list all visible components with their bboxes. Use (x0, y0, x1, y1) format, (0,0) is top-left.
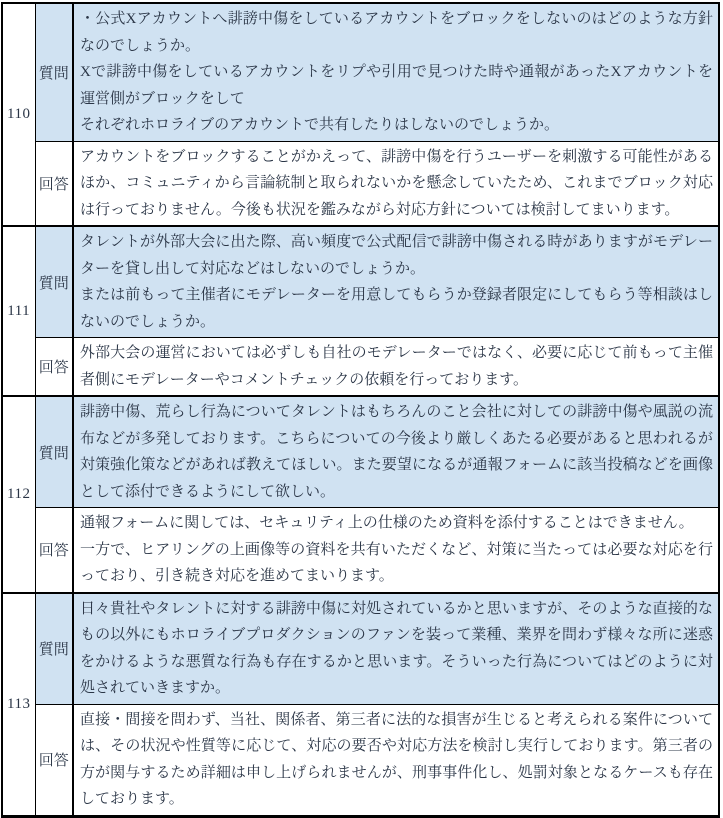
answer-label: 回答 (35, 704, 73, 816)
qa-table (1, 2, 720, 818)
qa-number: 110 (2, 3, 35, 226)
qa-number: 111 (2, 226, 35, 396)
answer-text: 直接・間接を問わず、当社、関係者、第三者に法的な損害が生じると考えられる案件については、その状況や性質等に応じて、対応の要否や対応方法を検討し実行しております。第三者の方が関与するため詳細は申し上げられませんが、刑事事件化し、処罰対象となるケースも存在しております。 (73, 704, 719, 816)
question-label: 質問 (35, 226, 73, 338)
question-label: 質問 (35, 396, 73, 508)
answer-label: 回答 (35, 338, 73, 397)
question-label: 質問 (35, 3, 73, 141)
answer-label: 回答 (35, 508, 73, 593)
question-text: ・公式Xアカウントへ誹謗中傷をしているアカウントをブロックをしないのはどのような方針なのでしょうか。 Xで誹謗中傷をしているアカウントをリプや引用で見つけた時や通報があったXアカウントを運営側がブロックをして それぞれホロライブのアカウントで共有したりはしないのでしょうか。 (73, 3, 719, 141)
question-label: 質問 (35, 593, 73, 705)
answer-row (2, 338, 719, 397)
question-text: 日々貴社やタレントに対する誹謗中傷に対処されているかと思いますが、そのような直接的なもの以外にもホロライブプロダクションのファンを装って業種、業界を問わず様々な所に迷惑をかけるような悪質な行為も存在するかと思います。そういった行為についてはどのように対処されていきますか。 (73, 593, 719, 705)
question-text: 誹謗中傷、荒らし行為についてタレントはもちろんのこと会社に対しての誹謗中傷や風説の流布などが多発しております。こちらについての今後より厳しくあたる必要があると思われるが対策強化策などがあれば教えてほしい。また要望になるが通報フォームに該当投稿などを画像として添付できるようにして欲しい。 (73, 396, 719, 508)
question-row (2, 593, 719, 705)
answer-text: 通報フォームに関しては、セキュリティ上の仕様のため資料を添付することはできません。 一方で、ヒアリングの上画像等の資料を共有いただくなど、対策に当たっては必要な対応を行っており、引き続き対応を進めてまいります。 (73, 508, 719, 593)
qa-number: 112 (2, 396, 35, 593)
question-row (2, 3, 719, 141)
answer-label: 回答 (35, 141, 73, 226)
question-text: タレントが外部大会に出た際、高い頻度で公式配信で誹謗中傷される時がありますがモデレーターを貸し出して対応などはしないのでしょうか。 または前もって主催者にモデレーターを用意してもらうか登録者限定にしてもらう等相談はしないのでしょうか。 (73, 226, 719, 338)
question-row (2, 396, 719, 508)
qa-number: 113 (2, 593, 35, 817)
answer-row (2, 508, 719, 593)
qa-table-body (2, 3, 719, 816)
answer-text: アカウントをブロックすることがかえって、誹謗中傷を行うユーザーを刺激する可能性があるほか、コミュニティから言論統制と取られないかを懸念していたため、これまでブロック対応は行っておりません。今後も状況を鑑みながら対応方針については検討してまいります。 (73, 141, 719, 226)
answer-row (2, 141, 719, 226)
question-row (2, 226, 719, 338)
answer-row (2, 704, 719, 816)
answer-text: 外部大会の運営においては必ずしも自社のモデレーターではなく、必要に応じて前もって主催者側にモデレーターやコメントチェックの依頼を行っております。 (73, 338, 719, 397)
